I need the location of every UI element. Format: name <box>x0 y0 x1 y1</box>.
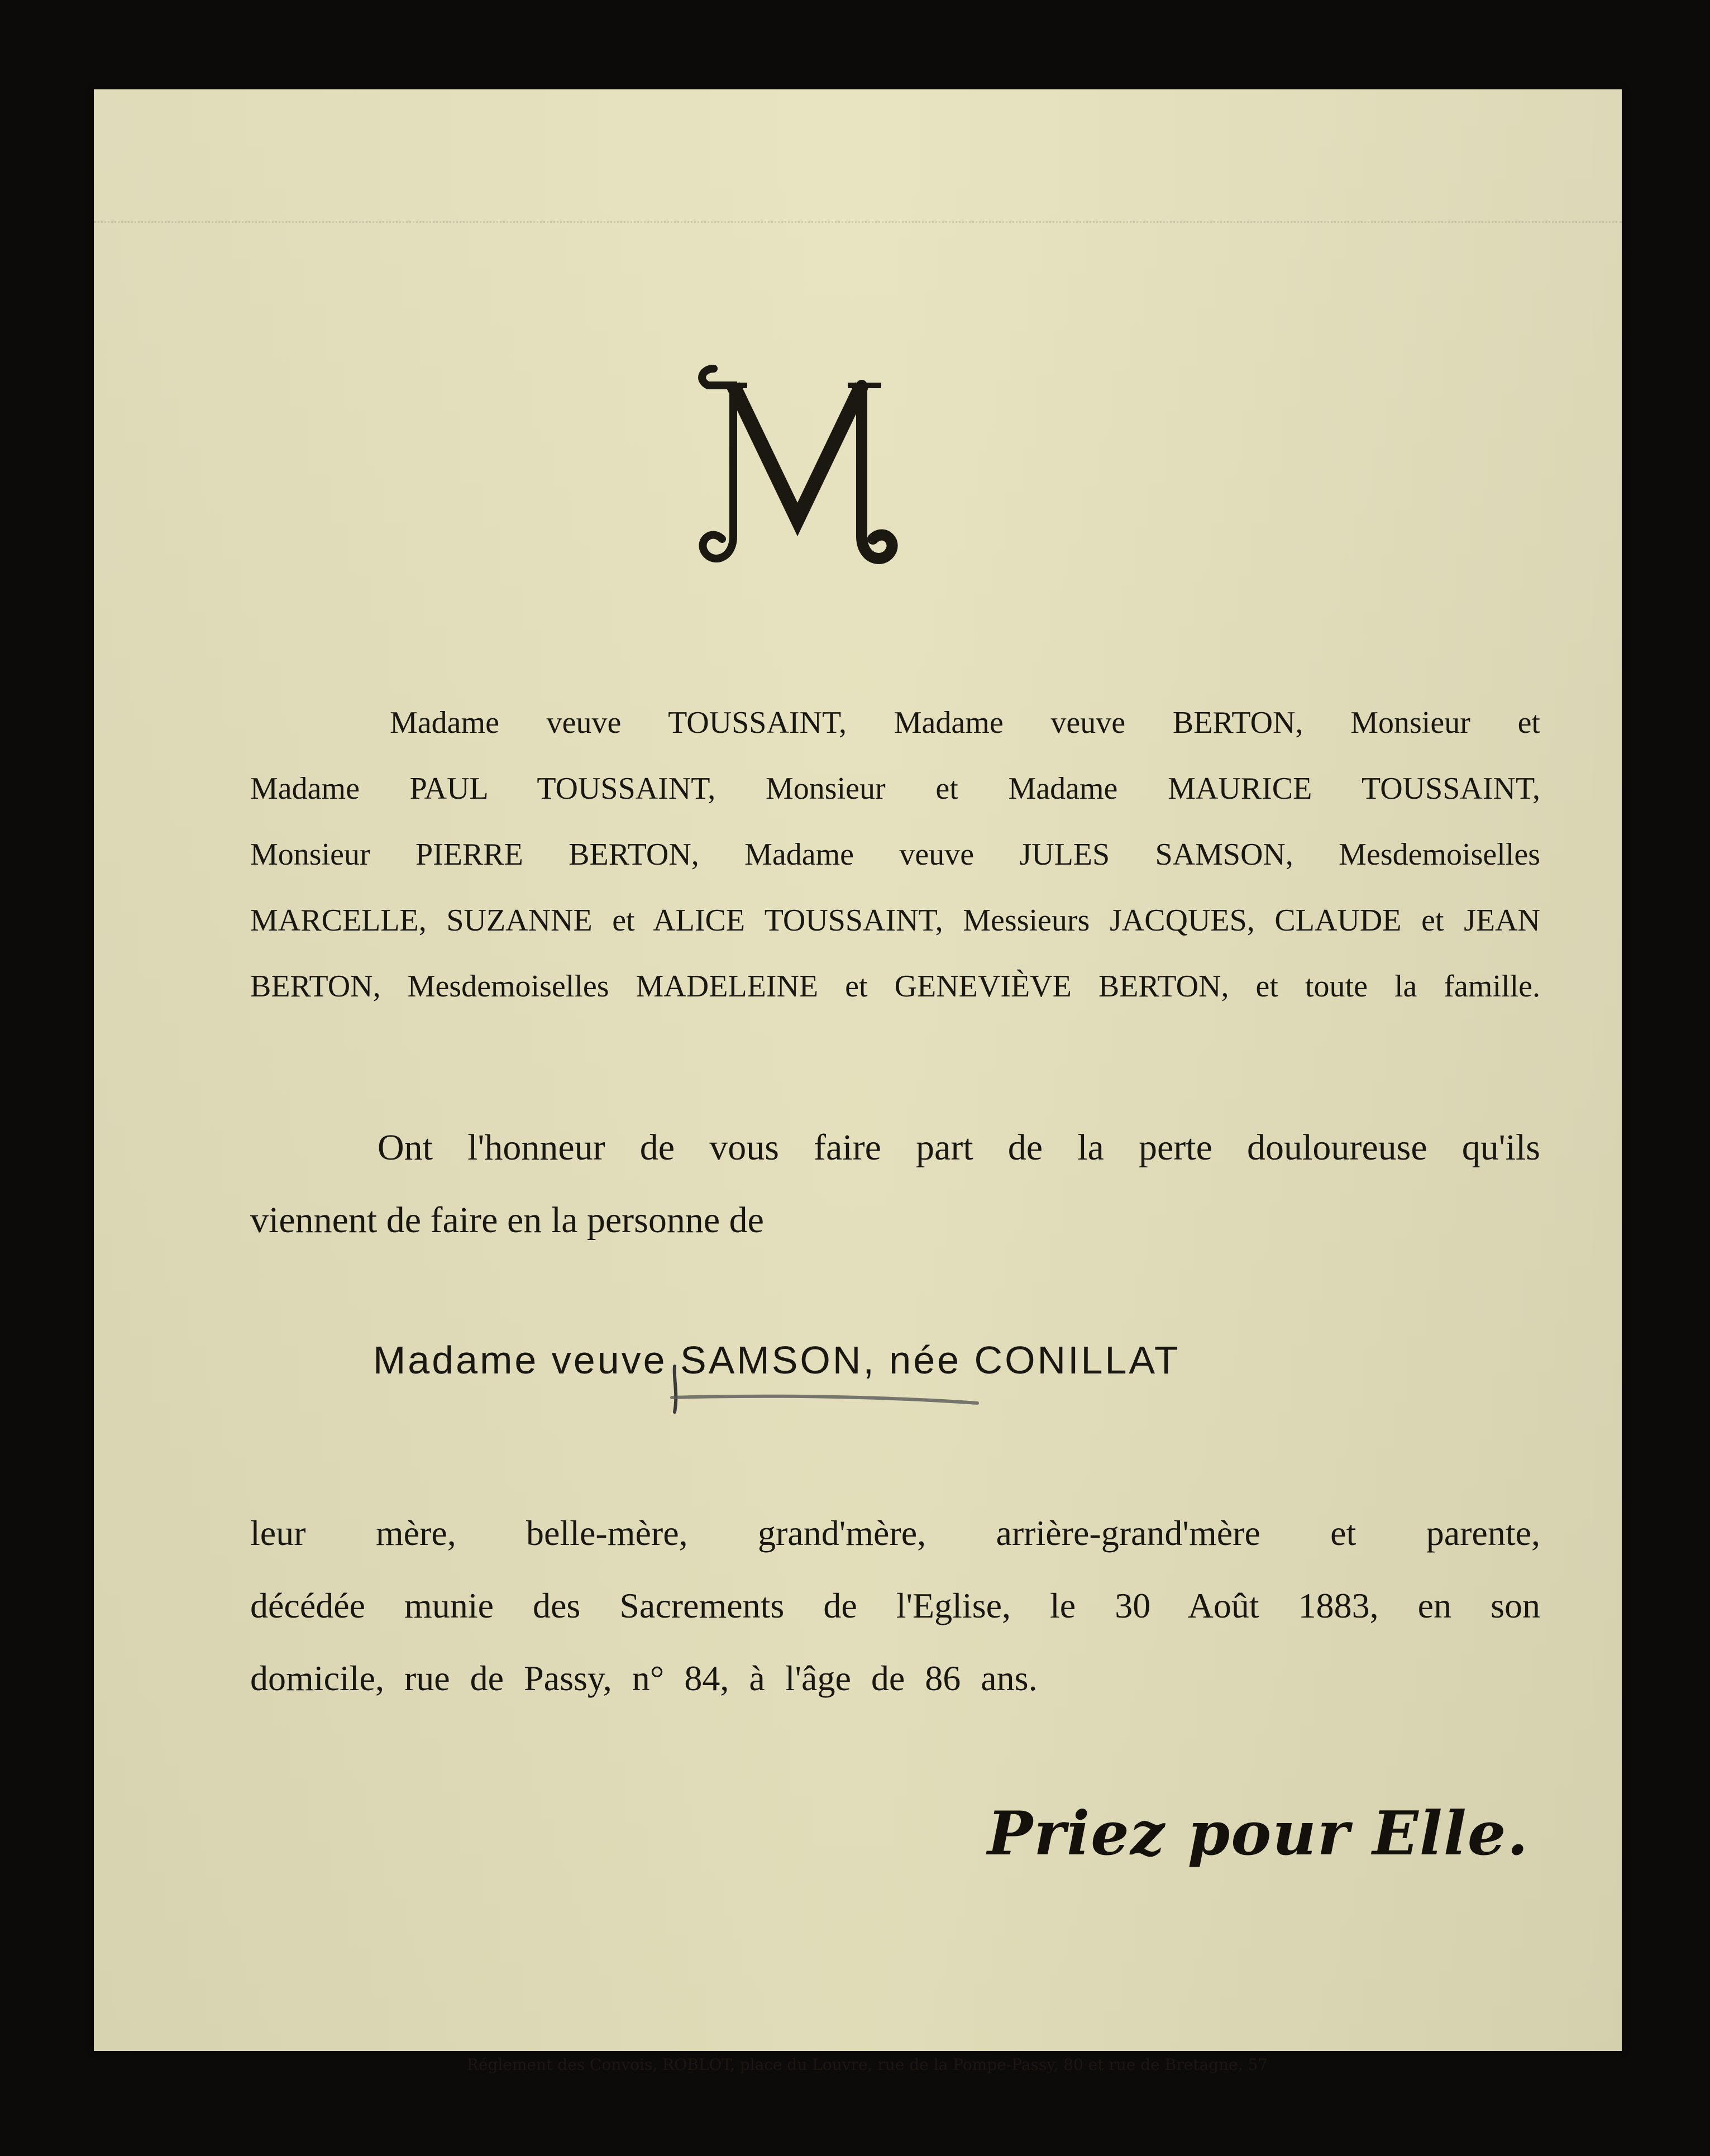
details-line-3: domicile, rue de Passy, n° 84, à l'âge de 86 ans. <box>250 1658 1038 1698</box>
announcement-line-1: Ont l'honneur de vous faire part de la perte douloureuse qu'ils <box>378 1127 1540 1168</box>
announcement-line-2: viennent de faire en la personne de <box>250 1200 764 1241</box>
pencil-underline-mark <box>669 1363 982 1419</box>
details-line-1: leur mère, belle-mère, grand'mère, arrière-grand'mère et parente, <box>250 1513 1540 1553</box>
family-line-5: BERTON, Mesdemoiselles MADELEINE et GENEVIÈVE BERTON, et toute la famille. <box>250 969 1540 1004</box>
printer-footer: Réglement des Convois, ROBLOT, place du Louvre, rue de la Pompe-Passy, 80 et rue de Bretagne, 57 <box>466 2055 1268 2074</box>
monogram-m <box>680 335 915 592</box>
family-list <box>250 690 1540 1019</box>
monogram-flourish-icon <box>680 335 915 592</box>
details-line-2: décédée munie des Sacrements de l'Eglise, le 30 Août 1883, en son <box>250 1586 1540 1625</box>
prayer-phrase: Priez pour Elle. <box>987 1799 1530 1869</box>
family-line-2: Madame PAUL TOUSSAINT, Monsieur et Madame MAURICE TOUSSAINT, <box>250 771 1540 806</box>
family-line-4: MARCELLE, SUZANNE et ALICE TOUSSAINT, Messieurs JACQUES, CLAUDE et JEAN <box>250 903 1540 938</box>
family-line-1: Madame veuve TOUSSAINT, Madame veuve BERTON, Monsieur et <box>390 705 1540 740</box>
family-line-3: Monsieur PIERRE BERTON, Madame veuve JULES SAMSON, Mesdemoiselles <box>250 837 1540 872</box>
death-details <box>250 1497 1540 1715</box>
deceased-name: Madame veuve SAMSON, née CONILLAT <box>373 1338 1181 1382</box>
fold-line <box>94 221 1622 223</box>
announcement <box>250 1112 1540 1257</box>
funeral-notice-paper <box>94 89 1622 2074</box>
